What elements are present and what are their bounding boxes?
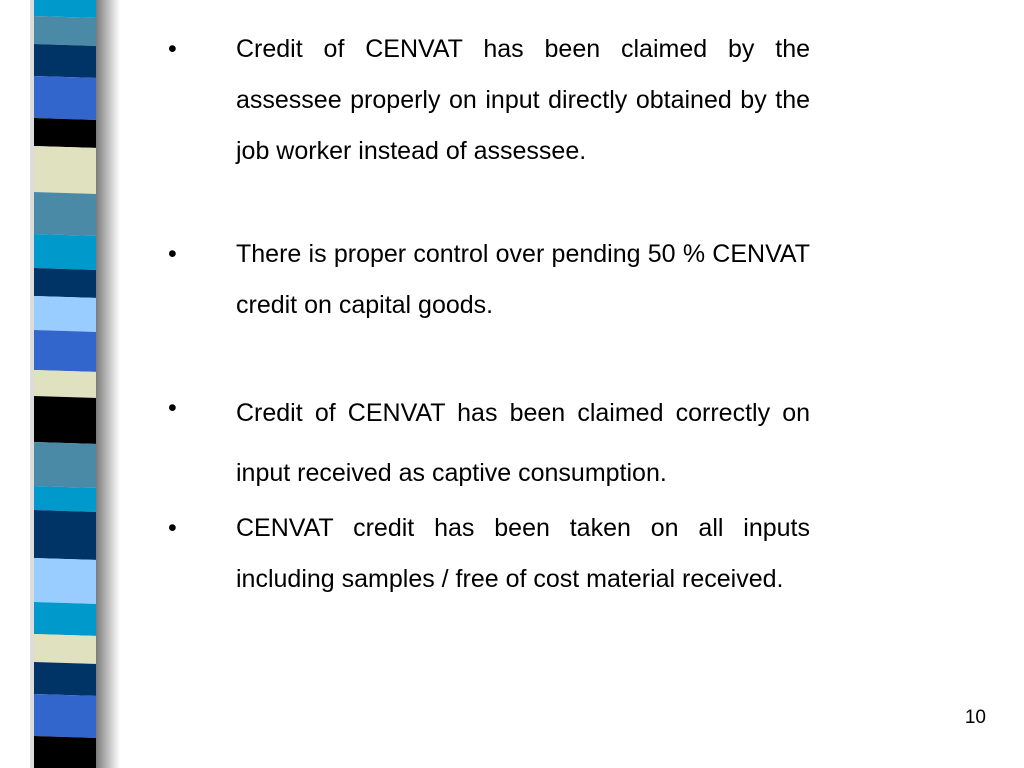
bullet-marker: • [168, 394, 177, 422]
stripe-band [34, 76, 98, 120]
stripe-band [34, 44, 98, 78]
stripe-band [34, 296, 98, 332]
bullet-marker: • [168, 35, 177, 63]
stripe-band [34, 234, 98, 270]
stripe-band [34, 486, 98, 512]
bullet-text: Credit of CENVAT has been claimed correctly on input received as captive consumption. [236, 399, 810, 487]
bullet-text: CENVAT credit has been taken on all inputs including samples / free of cost material received. [236, 514, 810, 593]
bullet-list [168, 24, 810, 605]
bullet-text: Credit of CENVAT has been claimed by the assessee properly on input directly obtained by the job worker instead of assessee. [236, 35, 810, 165]
bullet-item [168, 24, 810, 177]
decorative-stripe-graphic [34, 0, 98, 768]
stripe-band [34, 0, 98, 18]
stripe-band [34, 16, 98, 46]
stripe-band [34, 370, 98, 398]
stripe-band [34, 330, 98, 372]
stripe-band [34, 146, 98, 194]
stripe-shadow [96, 0, 120, 768]
stripe-band [34, 634, 98, 664]
stripe-band [34, 694, 98, 738]
stripe-band [34, 396, 98, 444]
bullet-item [168, 229, 810, 331]
bullet-item [168, 383, 810, 503]
stripe-band [34, 192, 98, 236]
bullet-item [168, 503, 810, 605]
bullet-marker: • [168, 514, 177, 542]
page-number: 10 [964, 707, 986, 728]
stripe-band [34, 558, 98, 604]
stripe-band [34, 602, 98, 636]
stripe-band [34, 268, 98, 298]
stripe-band [34, 662, 98, 696]
bullet-marker: • [168, 240, 177, 268]
decorative-stripe [34, 0, 98, 768]
bullet-text: There is proper control over pending 50 % CENVAT credit on capital goods. [236, 240, 810, 319]
stripe-band [34, 736, 98, 768]
stripe-band [34, 118, 98, 148]
stripe-band [34, 442, 98, 488]
stripe-band [34, 510, 98, 560]
